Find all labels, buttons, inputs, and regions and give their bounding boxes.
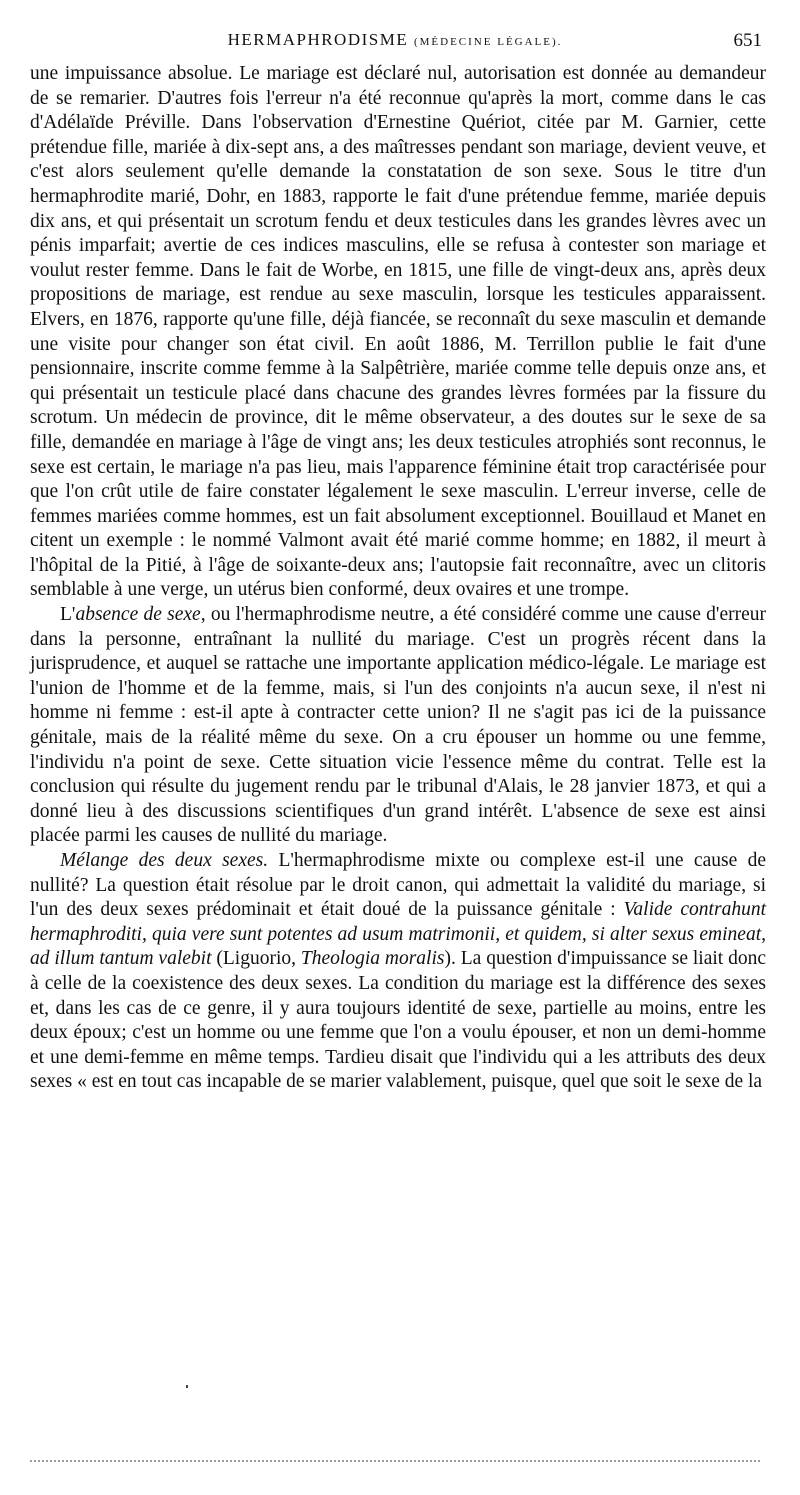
text-run: (Liguorio, [211,948,301,970]
body-text [30,62,766,1095]
ink-speck [186,1385,188,1388]
running-head [28,30,762,58]
paragraph [30,603,766,849]
text-run: ). La question d'impuissance se liait donc à celle de la coexistence des deux sexes. La condition du mariage est la différence des sexes et, dans les cas de ce genre, il y aura toujours identité de sexe, partielle au moins, entre les deux époux; c'est un homme ou une femme que l'on a voulu épouser, et non un demi-homme et une demi-femme en même temps. Tardieu disait que l'individu qui a les attributs des deux sexes « est en tout cas incapable de se marier valablement, puisque, quel que soit le sexe de la [30,948,766,1093]
paragraph [30,849,766,1095]
italic-run: Theologia moralis [300,948,445,970]
header-title: HERMAPHRODISME [227,30,409,49]
text-run: L'hermaphrodisme mixte ou complexe est-il une cause de nullité? La question était résolue par le droit canon, qui admettait la validité du mariage, si l'un des deux sexes prédominait et était doué de la puissance génitale : [30,850,766,921]
footer-dotted-rule [30,1460,760,1462]
header-subtitle: (MÉDECINE LÉGALE). [413,36,563,48]
text-run: , ou l'hermaphrodisme neutre, a été considéré comme une cause d'erreur dans la personne, entraînant la nullité du mariage. C'est un progrès récent dans la jurisprudence, et auquel se rattache une importante application médico-légale. Le mariage est l'union de l'homme et de la femme, mais, si l'un des conjoints n'a aucun sexe, il n'est ni homme ni femme : est-il apte à contracter cette union? Il ne s'agit pas ici de la puissance génitale, mais de la réalité même du sexe. On a cru épouser un homme ou une femme, l'individu n'a point de sexe. Cette situation vicie l'essence même du contrat. Telle est la conclusion qui résulte du jugement rendu par le tribunal d'Alais, le 28 janvier 1873, et qui a donné lieu à des discussions scientifiques d'un grand intérêt. L'absence de sexe est ainsi placée parmi les causes de nullité du mariage. [30,604,766,847]
paragraph [30,62,766,603]
italic-run: absence de sexe [75,604,201,626]
italic-run: Valide contrahunt hermaphroditi, quia vere sunt potentes ad usum matrimonii, et quidem, si alter sexus emineat, ad illum tantum valebit [30,899,766,970]
text-run: une impuissance absolue. Le mariage est déclaré nul, autorisation est donnée au demandeur de se remarier. D'autres fois l'erreur n'a été reconnue qu'après la mort, comme dans le cas d'Adélaïde Préville. Dans l'observation d'Ernestine Quériot, citée par M. Garnier, cette prétendue fille, mariée à dix-sept ans, a des maîtresses pendant son mariage, devient veuve, et c'est alors seulement qu'elle demande la constatation de son sexe. Sous le titre d'un hermaphrodite marié, Dohr, en 1883, rapporte le fait d'une prétendue femme, mariée depuis dix ans, et qui présentait un scrotum fendu et deux testicules dans les grandes lèvres avec un pénis imparfait; avertie de ces indices masculins, elle se refusa à contester son mariage et voulut rester femme. Dans le fait de Worbe, en 1815, une fille de vingt-deux ans, après deux propositions de mariage, est rendue au sexe masculin, lorsque les testicules apparaissent. Elvers, en 1876, rapporte qu'une fille, déjà fiancée, se reconnaît du sexe masculin et demande une visite pour changer son état civil. En août 1886, M. Terrillon publie le fait d'une pensionnaire, inscrite comme femme à la Salpêtrière, mariée comme telle depuis onze ans, et qui présentait un testicule placé dans chacune des grandes lèvres formées par la fissure du scrotum. Un médecin de province, dit le même observateur, a des doutes sur le sexe de sa fille, demandée en mariage à l'âge de vingt ans; les deux testicules atrophiés sont reconnus, le sexe est certain, le mariage n'a pas lieu, mais l'apparence féminine était trop caractérisée pour que l'on crût utile de faire constater légalement le sexe masculin. L'erreur inverse, celle de femmes mariées comme hommes, est un fait absolument exceptionnel. Bouillaud et Manet en citent un exemple : le nommé Valmont avait été marié comme homme; en 1882, il meurt à l'hôpital de la Pitié, à l'âge de soixante-deux ans; l'autopsie fait reconnaître, avec un clitoris semblable à une verge, un utérus bien conformé, deux ovaires et une trompe. [30,63,766,601]
text-run: L' [60,604,76,626]
italic-run: Mélange des deux sexes. [60,850,269,871]
running-head-title [28,30,762,50]
page-number: 651 [733,30,762,51]
